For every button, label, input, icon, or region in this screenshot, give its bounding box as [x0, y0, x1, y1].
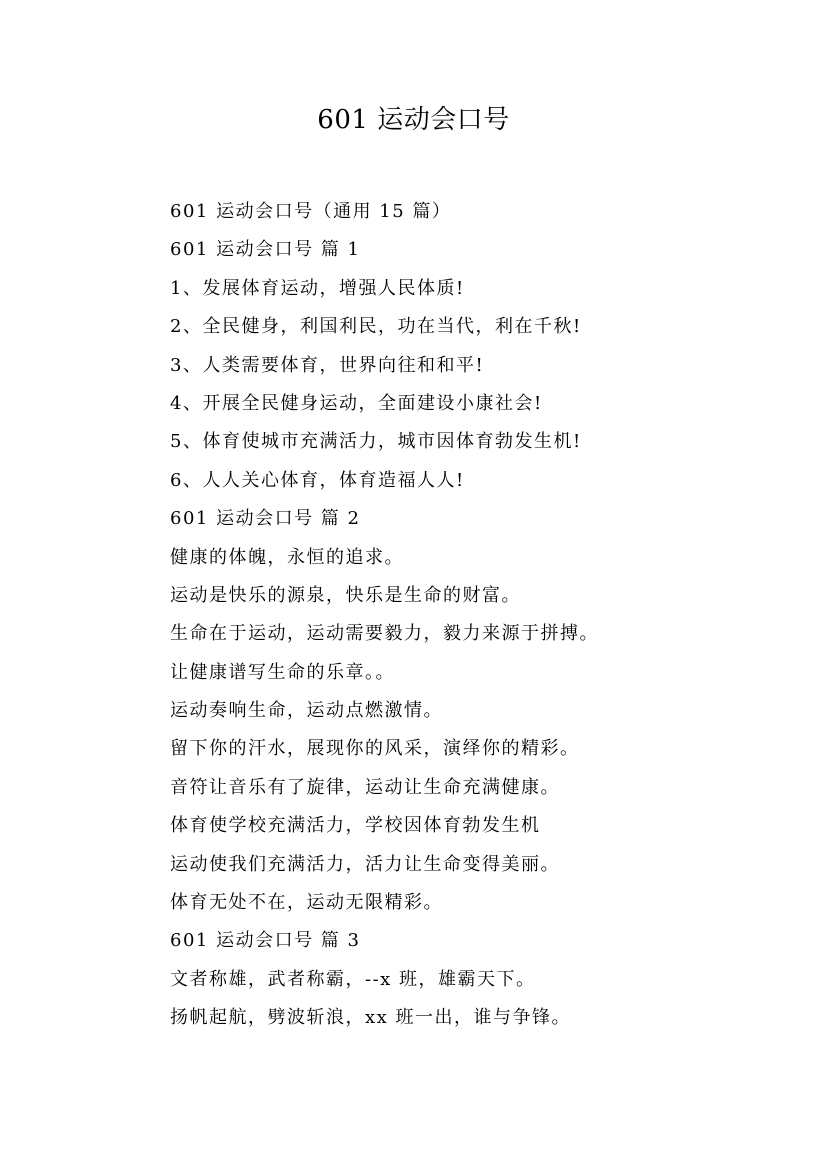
slogan-line: 1、发展体育运动，增强人民体质! [170, 277, 465, 299]
document-body [170, 193, 770, 1038]
subtitle-line: 601 运动会口号（通用 15 篇） [170, 201, 452, 222]
slogan-line: 6、人人关心体育，体育造福人人! [170, 469, 465, 491]
slogan-line: 体育无处不在，运动无限精彩。 [170, 892, 443, 914]
slogan-line: 文者称雄，武者称霸，--x 班，雄霸天下。 [170, 968, 536, 990]
section-heading-1: 601 运动会口号 篇 1 [170, 239, 361, 261]
slogan-line: 运动使我们充满活力，活力让生命变得美丽。 [170, 853, 560, 875]
slogan-line: 生命在于运动，运动需要毅力，毅力来源于拼搏。 [170, 623, 599, 645]
slogan-line: 5、体育使城市充满活力，城市因体育勃发生机! [170, 431, 582, 453]
slogan-line: 让健康谱写生命的乐章。。 [170, 661, 395, 683]
slogan-line: 3、人类需要体育，世界向往和和平! [170, 354, 485, 376]
document-title: 601 运动会口号 [317, 105, 510, 135]
slogan-line: 健康的体魄，永恒的追求。 [170, 546, 404, 568]
slogan-line: 4、开展全民健身运动，全面建设小康社会! [170, 392, 543, 414]
section-heading-2: 601 运动会口号 篇 2 [170, 508, 361, 530]
slogan-line: 体育使学校充满活力，学校因体育勃发生机 [170, 815, 541, 837]
slogan-line: 2、全民健身，利国利民，功在当代，利在千秋! [170, 316, 582, 338]
slogan-line: 运动奏响生命，运动点燃激情。 [170, 700, 443, 722]
slogan-line: 音符让音乐有了旋律，运动让生命充满健康。 [170, 776, 560, 798]
slogan-line: 运动是快乐的源泉，快乐是生命的财富。 [170, 584, 521, 606]
slogan-line: 留下你的汗水，展现你的风采，演绎你的精彩。 [170, 738, 580, 760]
slogan-line: 扬帆起航，劈波斩浪，xx 班一出，谁与争锋。 [170, 1007, 572, 1029]
section-heading-3: 601 运动会口号 篇 3 [170, 930, 361, 952]
